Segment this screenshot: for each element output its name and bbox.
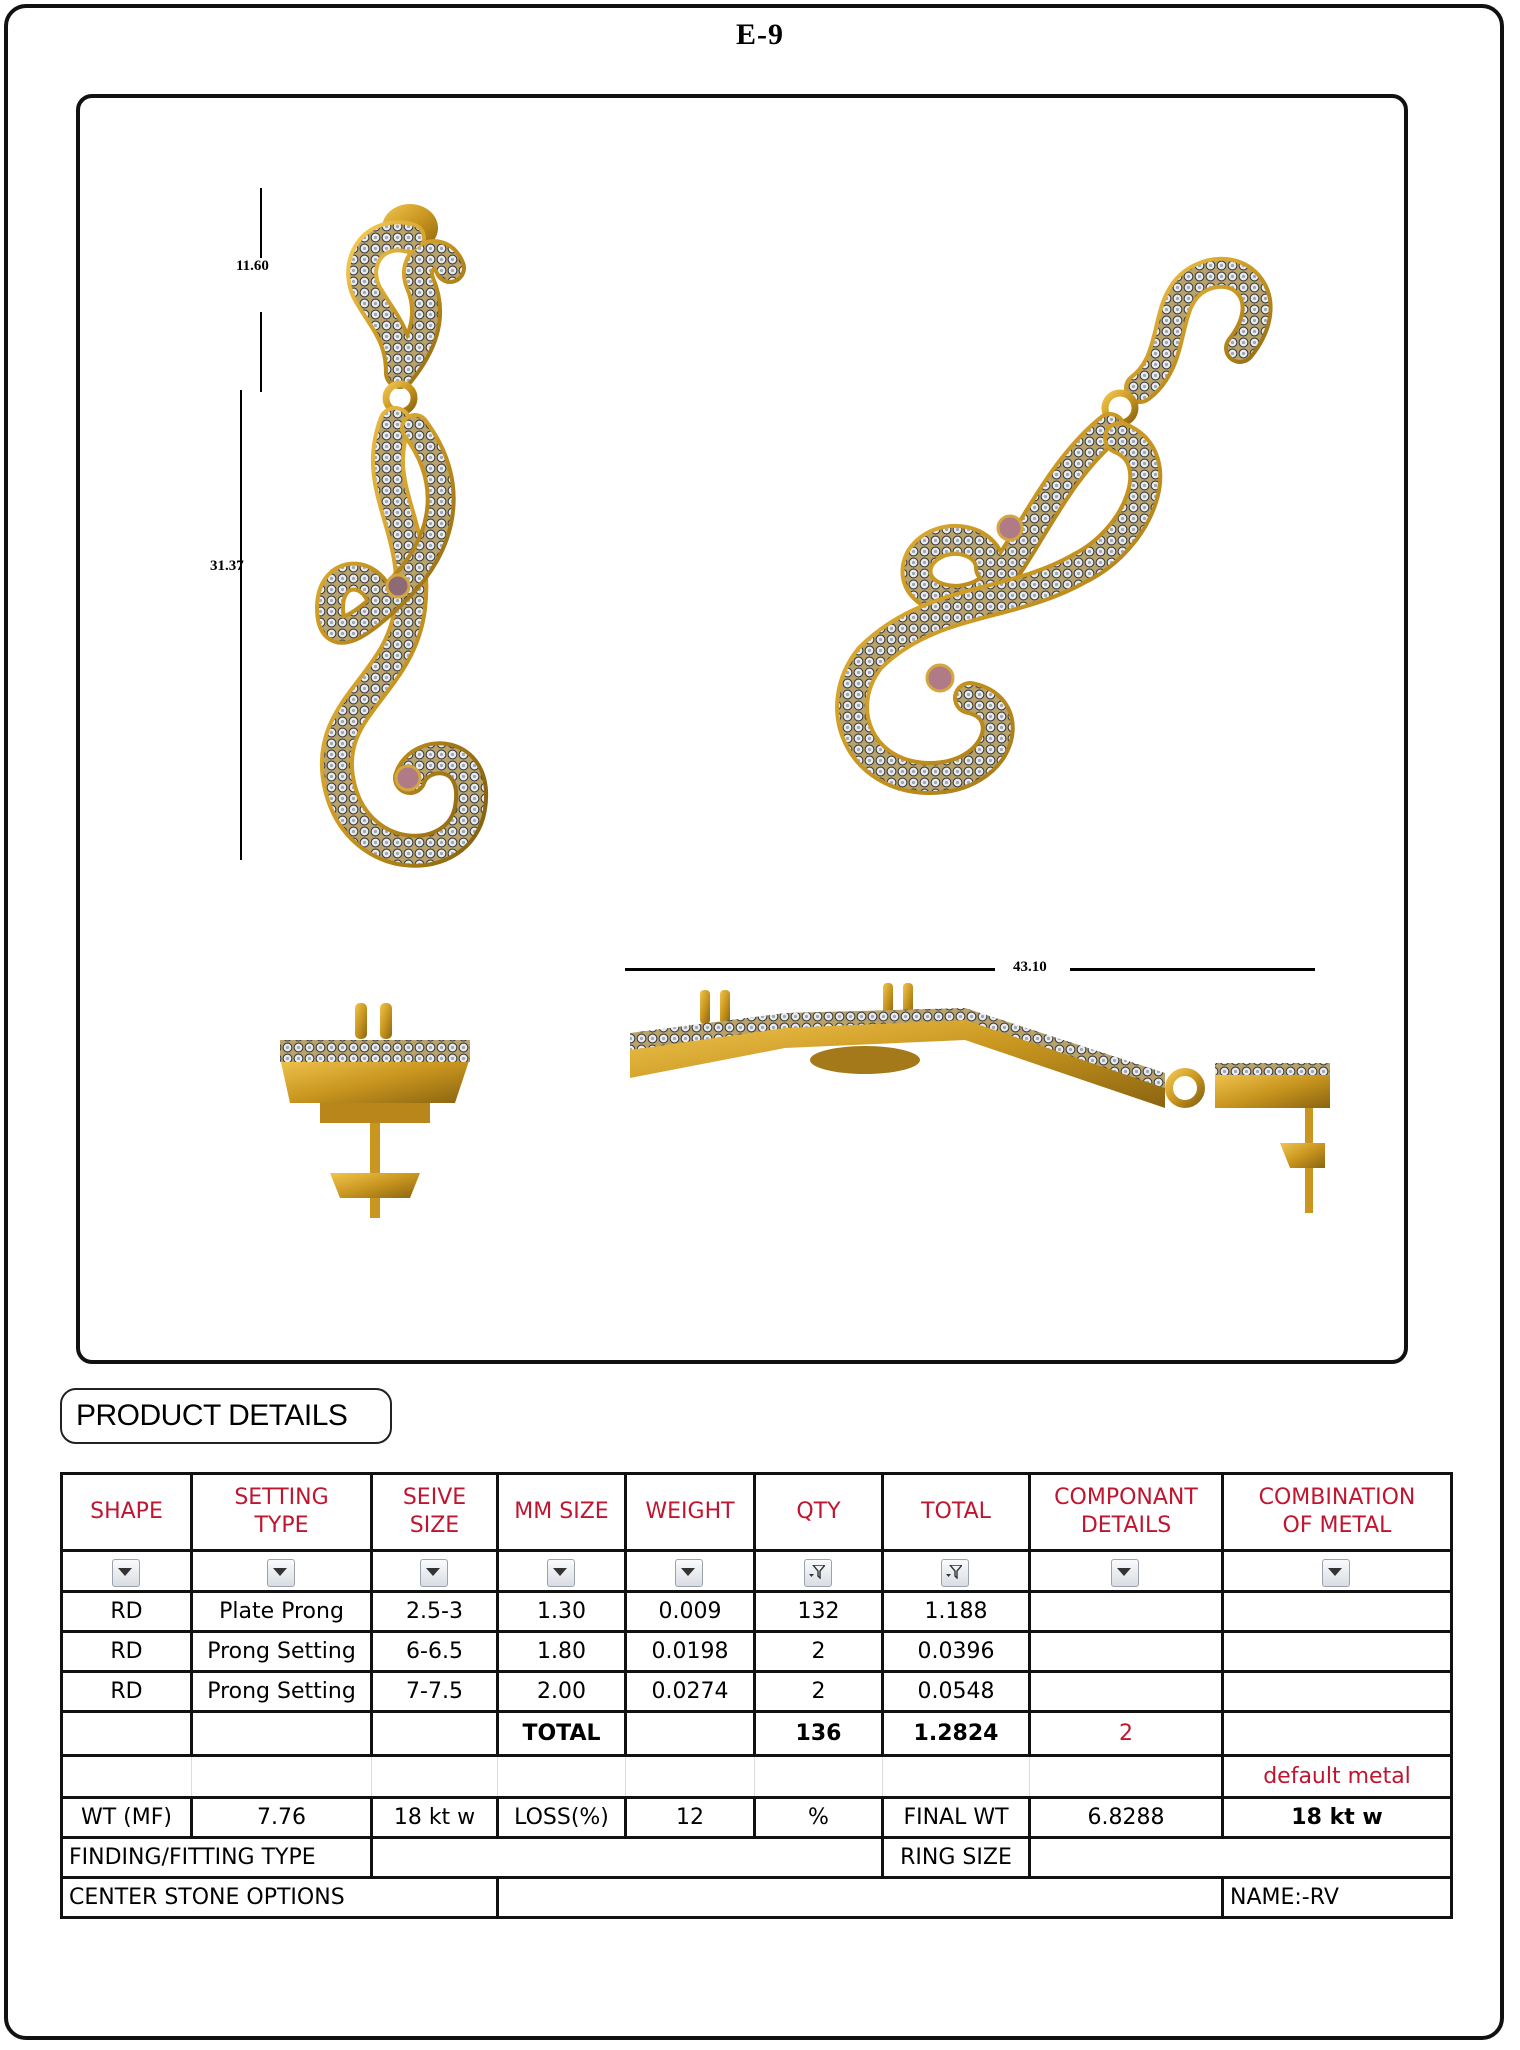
- metal-weight-row: [62, 1798, 1452, 1838]
- cell-component-details: [1030, 1592, 1223, 1632]
- filter-dropdown-combination-of-metal[interactable]: [1322, 1559, 1350, 1587]
- totals-label: TOTAL: [498, 1712, 626, 1756]
- table-row: [62, 1632, 1452, 1672]
- filter-dropdown-mm-size[interactable]: [547, 1559, 575, 1587]
- ring-size-label: RING SIZE: [883, 1838, 1030, 1878]
- filter-dropdown-shape[interactable]: [112, 1559, 140, 1587]
- funnel-filter-icon: [809, 1565, 825, 1579]
- dimension-label-total-length: 43.10: [1013, 959, 1047, 975]
- cell-weight: 0.009: [626, 1592, 755, 1632]
- column-header-seive-size: SEIVE SIZE: [372, 1474, 498, 1551]
- column-header-shape: SHAPE: [62, 1474, 192, 1551]
- cell-seive-size: 6-6.5: [372, 1632, 498, 1672]
- column-header-weight: WEIGHT: [626, 1474, 755, 1551]
- totals-total-weight: 1.2824: [883, 1712, 1030, 1756]
- dimension-line-length-left: [625, 968, 995, 971]
- table-header-row: [62, 1474, 1452, 1551]
- cell-component-details: [1030, 1672, 1223, 1712]
- finding-fitting-type-value: [372, 1838, 883, 1878]
- cell-combination-of-metal: [1223, 1592, 1452, 1632]
- wt-mf-value: 7.76: [192, 1798, 372, 1838]
- cell-shape: RD: [62, 1672, 192, 1712]
- dimension-label-top-height: 11.60: [236, 258, 269, 274]
- funnel-filter-icon: [946, 1565, 962, 1579]
- default-metal-row: [62, 1756, 1452, 1798]
- finding-row: [62, 1838, 1452, 1878]
- product-details-table: [60, 1472, 1453, 1919]
- dropdown-arrow-icon: [273, 1568, 287, 1576]
- cell-total: 0.0548: [883, 1672, 1030, 1712]
- final-wt-value: 6.8288: [1030, 1798, 1223, 1838]
- filter-dropdown-setting-type[interactable]: [267, 1559, 295, 1587]
- final-metal: 18 kt w: [1223, 1798, 1452, 1838]
- wt-mf-label: WT (MF): [62, 1798, 192, 1838]
- filter-dropdown-component-details[interactable]: [1111, 1559, 1139, 1587]
- cell-component-details: [1030, 1632, 1223, 1672]
- filter-row: [62, 1551, 1452, 1592]
- loss-value: 12: [626, 1798, 755, 1838]
- column-header-setting-type: SETTING TYPE: [192, 1474, 372, 1551]
- center-stone-row: [62, 1878, 1452, 1918]
- product-image-frame: [76, 94, 1408, 1364]
- cell-seive-size: 7-7.5: [372, 1672, 498, 1712]
- cell-total: 0.0396: [883, 1632, 1030, 1672]
- cell-qty: 2: [755, 1632, 883, 1672]
- cell-shape: RD: [62, 1592, 192, 1632]
- filter-active-qty[interactable]: [804, 1559, 832, 1587]
- table-row: [62, 1592, 1452, 1632]
- side-view-stud-render: [260, 998, 490, 1228]
- dropdown-arrow-icon: [426, 1568, 440, 1576]
- cell-mm-size: 1.30: [498, 1592, 626, 1632]
- column-header-total: TOTAL: [883, 1474, 1030, 1551]
- wt-mf-metal: 18 kt w: [372, 1798, 498, 1838]
- dropdown-arrow-icon: [1328, 1568, 1342, 1576]
- cell-combination-of-metal: [1223, 1632, 1452, 1672]
- dropdown-arrow-icon: [553, 1568, 567, 1576]
- dropdown-arrow-icon: [118, 1568, 132, 1576]
- final-wt-label: FINAL WT: [883, 1798, 1030, 1838]
- cell-total: 1.188: [883, 1592, 1030, 1632]
- column-header-mm-size: MM SIZE: [498, 1474, 626, 1551]
- column-header-combination-of-metal: COMBINATION OF METAL: [1223, 1474, 1452, 1551]
- dimension-line-length-right: [1070, 968, 1315, 971]
- column-header-component-details: COMPONANT DETAILS: [1030, 1474, 1223, 1551]
- totals-component-details: 2: [1030, 1712, 1223, 1756]
- perspective-view-earring-render: [820, 238, 1300, 858]
- totals-qty: 136: [755, 1712, 883, 1756]
- loss-label: LOSS(%): [498, 1798, 626, 1838]
- dropdown-arrow-icon: [1117, 1568, 1131, 1576]
- filter-dropdown-seive-size[interactable]: [420, 1559, 448, 1587]
- dimension-line-drop-lower: [240, 598, 242, 860]
- totals-row: [62, 1712, 1452, 1756]
- cell-weight: 0.0198: [626, 1632, 755, 1672]
- cell-seive-size: 2.5-3: [372, 1592, 498, 1632]
- filter-active-total[interactable]: [941, 1559, 969, 1587]
- cell-weight: 0.0274: [626, 1672, 755, 1712]
- center-stone-options-label: CENTER STONE OPTIONS: [62, 1878, 498, 1918]
- front-view-earring-render: [260, 188, 560, 948]
- cell-setting-type: Prong Setting: [192, 1632, 372, 1672]
- page-title: E-9: [736, 18, 784, 51]
- cell-shape: RD: [62, 1632, 192, 1672]
- cell-qty: 2: [755, 1672, 883, 1712]
- filter-dropdown-weight[interactable]: [675, 1559, 703, 1587]
- table-row: [62, 1672, 1452, 1712]
- loss-unit: %: [755, 1798, 883, 1838]
- cell-qty: 132: [755, 1592, 883, 1632]
- cell-setting-type: Prong Setting: [192, 1672, 372, 1712]
- column-header-qty: QTY: [755, 1474, 883, 1551]
- cell-setting-type: Plate Prong: [192, 1592, 372, 1632]
- dropdown-arrow-icon: [681, 1568, 695, 1576]
- side-view-full-earring-render: [625, 978, 1335, 1218]
- dimension-label-drop-height: 31.37: [210, 558, 244, 574]
- cell-combination-of-metal: [1223, 1672, 1452, 1712]
- finding-fitting-type-label: FINDING/FITTING TYPE: [62, 1838, 372, 1878]
- product-details-title: PRODUCT DETAILS: [60, 1388, 392, 1444]
- default-metal-label: default metal: [1223, 1756, 1452, 1798]
- center-stone-options-value: [498, 1878, 1223, 1918]
- cell-mm-size: 2.00: [498, 1672, 626, 1712]
- ring-size-value: [1030, 1838, 1452, 1878]
- cell-mm-size: 1.80: [498, 1632, 626, 1672]
- designer-name: NAME:-RV: [1223, 1878, 1452, 1918]
